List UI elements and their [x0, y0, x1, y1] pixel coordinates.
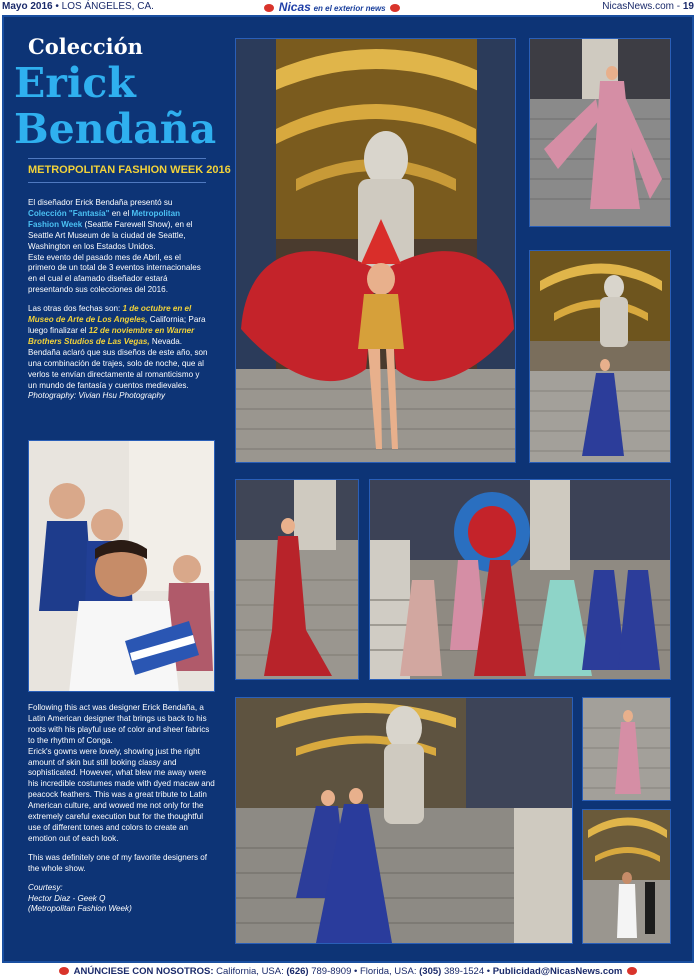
- photo-image: [236, 698, 573, 944]
- rose-icon: [264, 4, 274, 12]
- phone-california[interactable]: 789-8909: [311, 966, 352, 977]
- page-header: Mayo 2016 • LOS ÁNGELES, CA. Nicas en el exterior news NicasNews.com - 19: [2, 0, 694, 14]
- brand-name: Nicas: [278, 0, 311, 14]
- english-paragraph-3: This was definitely one of my favorite designers of the whole show.: [28, 852, 208, 873]
- spanish-article-body: [28, 198, 210, 410]
- rose-icon: [59, 967, 69, 975]
- photo-image: [236, 480, 359, 680]
- subtitle-divider: [28, 182, 206, 183]
- photo-blue-gown-statue: [529, 250, 671, 463]
- photo-pink-gown: [529, 38, 671, 227]
- article-title-line3: Bendaña: [14, 105, 217, 153]
- article-subtitle: METROPOLITAN FASHION WEEK 2016: [28, 164, 231, 176]
- photo-credit: Photography: Vivian Hsu Photography: [28, 391, 166, 401]
- spanish-paragraph-2: Las otras dos fechas son: 1 de octubre en el Museo de Arte de Los Angeles, California; Para luego finalizar el 12 de noviembre en Warner Brothers Studios de Las Vegas, Nevada. Bendaña aclaró que sus diseños de este año, son una combinación de trajes, solo de noche, que al verlos te envían directamente al romanticismo y un mundo de fantasía y cuentos medievales. Photography: Vivian Hsu Photography: [28, 304, 208, 401]
- rose-icon: [627, 967, 637, 975]
- photo-blue-gowns-stairs: [235, 697, 573, 944]
- photo-image: [370, 480, 671, 680]
- article-title-main: [14, 60, 216, 152]
- brand-subtitle: en el exterior news: [313, 4, 386, 13]
- page-number: 19: [682, 1, 694, 12]
- photo-image: [583, 698, 671, 801]
- rose-icon: [390, 4, 400, 12]
- phone-florida[interactable]: 389-1524: [443, 966, 485, 977]
- photo-designer-selfie: [28, 440, 215, 692]
- email-link[interactable]: Publicidad@NicasNews.com: [492, 966, 623, 977]
- issue-location: LOS ÁNGELES, CA.: [61, 1, 154, 12]
- issue-date: Mayo 2016: [2, 1, 53, 12]
- courtesy-credit: Courtesy: Hector Diaz - Geek Q (Metropolitan Fashion Week): [28, 882, 132, 914]
- photo-pink-gown-stairs: [582, 697, 671, 801]
- english-paragraph-1: Following this act was designer Erick Bendaña, a Latin American designer that brings us back to his roots with his playful use of color and sheer fabrics to the rhythm of Conga.: [28, 703, 210, 745]
- website-link[interactable]: NicasNews.com: [602, 1, 674, 12]
- photo-image: [530, 39, 671, 227]
- spanish-paragraph-1: El diseñador Erick Bendaña presentó su Colección "Fantasía" en el Metropolitan Fashion Week (Seattle Farewell Show), en el Seattle Art Museum de la ciudad de Seattle, Washington en los Estados Unidos. Este evento del pasado mes de Abril, es el primero de un total de 3 eventos internacionales en el cual el afamado diseñador estará presentando sus colecciones del 2016.: [28, 198, 201, 295]
- title-divider: [28, 158, 206, 159]
- photo-image: [583, 810, 671, 944]
- english-paragraph-2: Erick's gowns were lovely, showing just the right amount of skin but still looking classy and sophisticated. However, what blew me away were his incredible costumes made with dyed macaw and peacock feathers. This was a great tribute to Latin American culture, and wowed me not only for the extremely careful execution but for the thoughtful use of different tones and colors to create an emotion out of each look.: [28, 746, 215, 843]
- english-article-body: [28, 703, 216, 923]
- photo-image: [29, 441, 215, 692]
- page-footer: ANÚNCIESE CON NOSOTROS: California, USA: (626) 789-8909 • Florida, USA: (305) 389-1524 • Publicidad@NicasNews.com: [0, 964, 696, 979]
- photo-image: [530, 251, 671, 463]
- masthead: [262, 0, 402, 16]
- photo-white-suit: [582, 809, 671, 944]
- photo-red-feather-costume: [235, 38, 516, 463]
- article-title-line2: Erick: [14, 59, 136, 107]
- photo-red-lace-gown: [235, 479, 359, 680]
- photo-image: [236, 39, 516, 463]
- photo-finale-lineup: [369, 479, 671, 680]
- article-title-line1: Colección: [28, 34, 143, 59]
- footer-lead: ANÚNCIESE CON NOSOTROS:: [73, 966, 214, 977]
